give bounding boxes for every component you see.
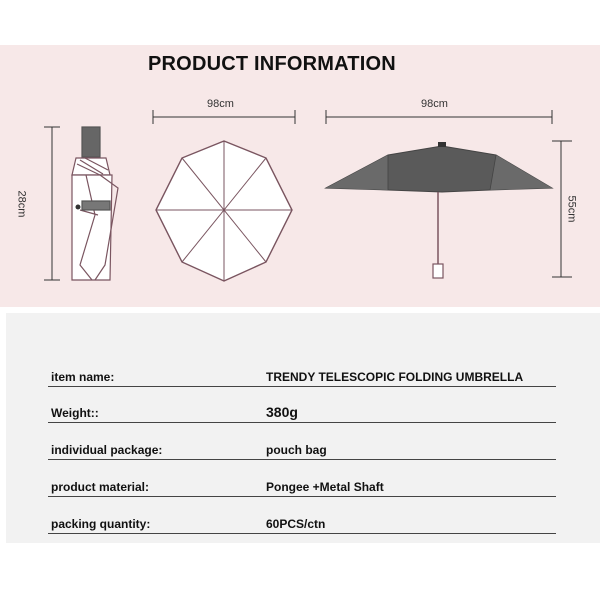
spec-value: TRENDY TELESCOPIC FOLDING UMBRELLA bbox=[266, 370, 524, 384]
closed-umbrella-icon bbox=[72, 127, 118, 280]
spec-row-item-name bbox=[48, 370, 556, 387]
spec-row-package bbox=[48, 443, 556, 460]
top-diameter-label: 98cm bbox=[207, 98, 234, 110]
spec-row-quantity bbox=[48, 517, 556, 534]
closed-height-dimension bbox=[44, 127, 60, 280]
specs-panel bbox=[6, 313, 600, 543]
open-height-label: 55cm bbox=[565, 195, 578, 223]
page-title: PRODUCT INFORMATION bbox=[148, 53, 396, 75]
spec-label: packing quantity: bbox=[51, 517, 151, 531]
spec-label: Weight:: bbox=[51, 406, 99, 420]
spec-label: individual package: bbox=[51, 443, 163, 457]
side-diameter-label: 98cm bbox=[421, 98, 448, 110]
spec-value: 380g bbox=[266, 404, 298, 420]
umbrella-side-view-icon bbox=[326, 142, 552, 278]
closed-height-label: 28cm bbox=[15, 190, 28, 218]
spec-value: pouch bag bbox=[266, 443, 327, 457]
spec-value: 60PCS/ctn bbox=[266, 517, 326, 531]
spec-row-weight bbox=[48, 406, 556, 423]
spec-label: product material: bbox=[51, 480, 150, 494]
top-diameter-dimension bbox=[153, 110, 295, 124]
side-diameter-dimension bbox=[326, 110, 552, 124]
spec-value: Pongee +Metal Shaft bbox=[266, 480, 384, 494]
spec-label: item name: bbox=[51, 370, 115, 384]
umbrella-top-view-icon bbox=[156, 141, 292, 281]
spec-row-material bbox=[48, 480, 556, 497]
